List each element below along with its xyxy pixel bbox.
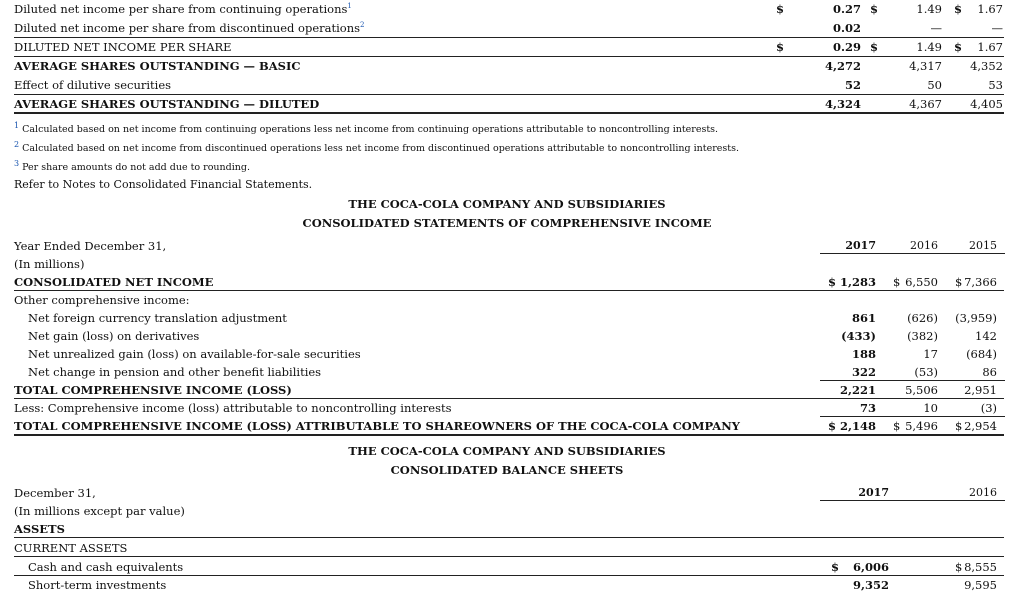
divider <box>14 112 1004 114</box>
balance-value-2016: 8,555 <box>964 560 997 574</box>
year-header: 2016 <box>969 486 997 499</box>
eps-value-2015: 1.67 <box>977 40 1003 54</box>
refer-note: Refer to Notes to Consolidated Financial Statements. <box>14 178 313 191</box>
comprehensive-row <box>0 291 1024 309</box>
comprehensive-value-2016: 5,496 <box>905 419 938 433</box>
comprehensive-value-2015: 86 <box>982 365 997 379</box>
subtotal-underline <box>820 380 1005 381</box>
eps-value-2015: 4,352 <box>970 59 1003 73</box>
eps-value-2017: 0.27 <box>832 2 861 16</box>
eps-row <box>0 57 1024 75</box>
period-label: Year Ended December 31, <box>14 239 167 253</box>
currency-sign: $ <box>776 40 785 54</box>
currency-sign: $ <box>954 2 963 16</box>
comprehensive-value-2016: 5,506 <box>905 383 938 397</box>
comprehensive-row-label: Net change in pension and other benefit liabilities <box>28 365 322 379</box>
comprehensive-value-2017: 2,148 <box>839 419 876 433</box>
eps-value-2016: 1.49 <box>916 2 942 16</box>
comprehensive-row <box>0 345 1024 363</box>
divider <box>14 56 1004 57</box>
assets-row <box>0 520 1024 538</box>
comprehensive-row-label: Less: Comprehensive income (loss) attributable to noncontrolling interests <box>14 401 452 415</box>
units-row <box>0 255 1024 273</box>
comprehensive-row-label: Other comprehensive income: <box>14 293 190 307</box>
eps-value-2015: 4,405 <box>970 97 1003 111</box>
comprehensive-value-2017: 188 <box>851 347 876 361</box>
footnote-text: Calculated based on net income from continuing operations less net income from continuing operations attributable to noncontrolling interests. <box>22 124 719 136</box>
balance-row <box>0 558 1024 576</box>
units-label: (In millions) <box>14 257 85 271</box>
comprehensive-value-2015: 7,366 <box>964 275 997 289</box>
year-header: 2017 <box>845 239 876 252</box>
eps-value-2016: 4,367 <box>909 97 942 111</box>
year-header: 2015 <box>969 239 997 252</box>
comprehensive-value-2017: 73 <box>859 401 876 415</box>
eps-value-2016: 4,317 <box>909 59 942 73</box>
year-header: 2017 <box>858 486 889 499</box>
comprehensive-value-2016: (626) <box>907 311 938 325</box>
footnote-marker: 1 <box>347 2 352 11</box>
comprehensive-value-2015: 142 <box>975 329 997 343</box>
eps-row <box>0 95 1024 113</box>
eps-row-label: Diluted net income per share from discontinued operations$^2$ <box>14 21 365 35</box>
balance-row-label: Cash and cash equivalents <box>28 560 184 574</box>
eps-value-2016: 1.49 <box>916 40 942 54</box>
divider <box>14 94 1004 95</box>
currency-sign: $ <box>955 419 963 433</box>
comprehensive-company-title: THE COCA-COLA COMPANY AND SUBSIDIARIES <box>348 197 666 211</box>
eps-value-2017: 4,272 <box>824 59 861 73</box>
comprehensive-value-2016: 10 <box>923 401 938 415</box>
footnote-marker: 1 <box>14 121 20 130</box>
eps-row <box>0 0 1024 18</box>
eps-value-2015: — <box>991 21 1003 35</box>
comprehensive-row <box>0 273 1024 291</box>
comprehensive-row <box>0 309 1024 327</box>
currency-sign: $ <box>870 40 879 54</box>
header-underline <box>820 500 1005 501</box>
divider <box>14 556 1004 557</box>
balance-value-2017: 6,006 <box>852 560 889 574</box>
footnote <box>14 159 250 173</box>
divider <box>14 434 1004 436</box>
current-assets-label: CURRENT ASSETS <box>14 541 128 555</box>
comprehensive-value-2015: (684) <box>966 347 997 361</box>
assets-label: ASSETS <box>14 522 65 536</box>
currency-sign: $ <box>776 2 785 16</box>
balance-value-2017: 9,352 <box>852 578 889 592</box>
comprehensive-value-2017: 322 <box>851 365 876 379</box>
currency-sign: $ <box>870 2 879 16</box>
currency-sign: $ <box>954 40 963 54</box>
footnote-marker: 3 <box>14 159 20 168</box>
currency-sign: $ <box>828 419 837 433</box>
comprehensive-value-2016: 17 <box>923 347 938 361</box>
comprehensive-row <box>0 327 1024 345</box>
eps-row-label: Diluted net income per share from continuing operations$^1$ <box>14 2 352 16</box>
eps-row-label: AVERAGE SHARES OUTSTANDING — DILUTED <box>14 97 320 111</box>
comprehensive-row-label: CONSOLIDATED NET INCOME <box>14 275 214 289</box>
period-label: December 31, <box>14 486 96 500</box>
comprehensive-row <box>0 417 1024 435</box>
comprehensive-row-label: Net unrealized gain (loss) on available-for-sale securities <box>28 347 361 361</box>
currency-sign: $ <box>828 275 837 289</box>
eps-row-label: DILUTED NET INCOME PER SHARE <box>14 40 232 54</box>
divider <box>14 575 1004 576</box>
comprehensive-value-2016: (53) <box>914 365 938 379</box>
comprehensive-row <box>0 363 1024 381</box>
units-label: (In millions except par value) <box>14 504 185 518</box>
footnote <box>14 140 739 154</box>
eps-row <box>0 38 1024 56</box>
comprehensive-value-2015: 2,954 <box>964 419 997 433</box>
divider <box>14 37 1004 38</box>
comprehensive-row-label: Net gain (loss) on derivatives <box>28 329 200 343</box>
eps-row-label: Effect of dilutive securities <box>14 78 172 92</box>
comprehensive-row-label: TOTAL COMPREHENSIVE INCOME (LOSS) ATTRIBUTABLE TO SHAREOWNERS OF THE COCA-COLA COMPANY <box>14 419 740 433</box>
balance-statement-title: CONSOLIDATED BALANCE SHEETS <box>390 463 624 477</box>
comprehensive-row <box>0 399 1024 417</box>
footnote-marker: 2 <box>360 21 365 30</box>
year-header: 2016 <box>910 239 938 252</box>
comprehensive-value-2017: 2,221 <box>839 383 876 397</box>
eps-row <box>0 19 1024 37</box>
comprehensive-statement-title: CONSOLIDATED STATEMENTS OF COMPREHENSIVE INCOME <box>302 216 712 230</box>
comprehensive-value-2016: 6,550 <box>905 275 938 289</box>
currency-sign: $ <box>893 419 901 433</box>
comprehensive-value-2017: 1,283 <box>839 275 876 289</box>
divider <box>14 537 1004 538</box>
eps-value-2015: 1.67 <box>977 2 1003 16</box>
currency-sign: $ <box>955 275 963 289</box>
divider <box>14 398 1004 399</box>
current-assets-row <box>0 539 1024 557</box>
balance-value-2016: 9,595 <box>964 578 997 592</box>
eps-row <box>0 76 1024 94</box>
subtotal-underline <box>820 416 1005 417</box>
balance-row-label: Short-term investments <box>28 578 167 592</box>
eps-row-label: AVERAGE SHARES OUTSTANDING — BASIC <box>14 59 301 73</box>
comprehensive-row-label: TOTAL COMPREHENSIVE INCOME (LOSS) <box>14 383 292 397</box>
comprehensive-row-label: Net foreign currency translation adjustment <box>28 311 287 325</box>
eps-value-2016: — <box>930 21 942 35</box>
balance-company-title: THE COCA-COLA COMPANY AND SUBSIDIARIES <box>348 444 666 458</box>
comprehensive-value-2017: (433) <box>841 329 876 343</box>
currency-sign: $ <box>831 560 840 574</box>
comprehensive-value-2015: (3,959) <box>955 311 997 325</box>
comprehensive-value-2016: (382) <box>907 329 938 343</box>
footnote-text: Per share amounts do not add due to rounding. <box>22 162 251 174</box>
eps-value-2017: 0.02 <box>832 21 861 35</box>
currency-sign: $ <box>893 275 901 289</box>
header-underline <box>820 253 1005 254</box>
footnote-marker: 2 <box>14 140 20 149</box>
units-row <box>0 502 1024 520</box>
currency-sign: $ <box>955 560 963 574</box>
eps-value-2017: 0.29 <box>832 40 861 54</box>
comprehensive-row <box>0 381 1024 399</box>
comprehensive-value-2017: 861 <box>851 311 876 325</box>
comprehensive-value-2015: (3) <box>980 401 997 415</box>
footnote-text: Calculated based on net income from discontinued operations less net income from discontinued operations attributable to noncontrolling interests. <box>22 143 739 155</box>
eps-value-2015: 53 <box>988 78 1003 92</box>
eps-value-2017: 52 <box>844 78 861 92</box>
footnote <box>14 121 718 135</box>
comprehensive-value-2015: 2,951 <box>964 383 997 397</box>
balance-row <box>0 576 1024 594</box>
eps-value-2016: 50 <box>927 78 942 92</box>
divider <box>14 290 1004 291</box>
eps-value-2017: 4,324 <box>824 97 861 111</box>
